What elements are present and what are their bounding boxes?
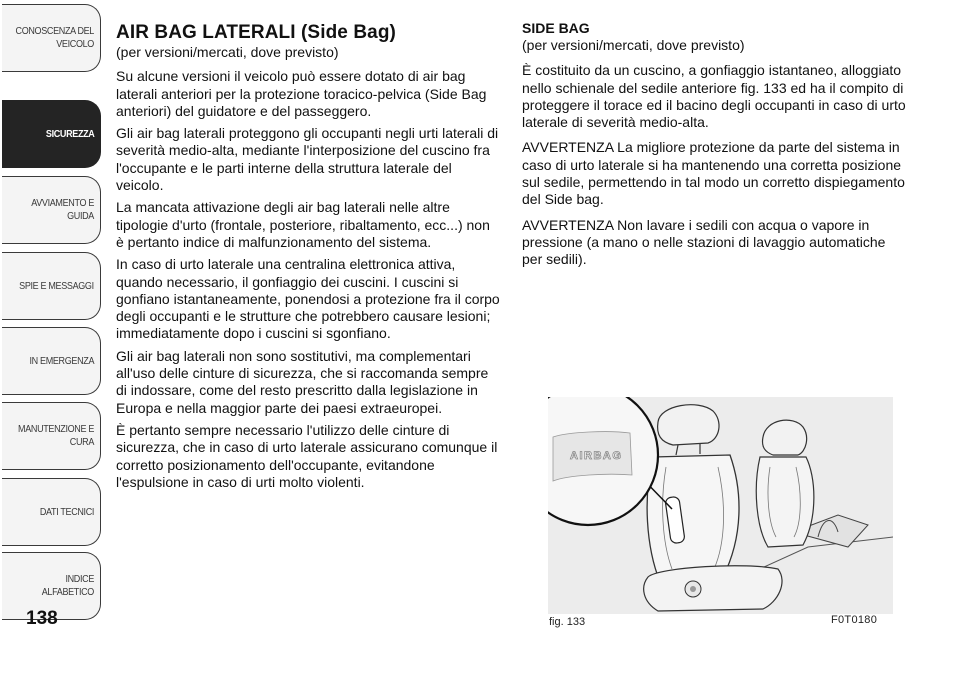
paragraph: È pertanto sempre necessario l'utilizzo delle cinture di sicurezza, che in caso di urto laterale assicurano comunque il corretto posizionamento dell'occupante, evitandone l'espulsione in caso di urti molto violenti. (116, 421, 498, 490)
paragraph: È costituito da un cuscino, a gonfiaggio istantaneo, alloggiato nello schienale del sedile anteriore fig. 133 ed ha il compito di proteggere il torace ed il bacino degli occupanti in caso di urto laterale di severità medio-alta. (522, 62, 906, 131)
right-column (522, 20, 907, 277)
tab-in-emergenza[interactable] (2, 327, 101, 395)
tab-label: AVVIAMENTO E GUIDA (31, 197, 94, 222)
tab-spie-e-messaggi[interactable] (2, 252, 101, 320)
tab-label: SICUREZZA (45, 127, 94, 140)
tab-label: CONOSCENZA DEL VEICOLO (15, 25, 95, 50)
paragraph: Gli air bag laterali non sono sostitutivi, ma complementari all'uso delle cinture di sicurezza, che si raccomanda sempre di indossare, come del resto prescritto dalla legislazione in Europa e nella maggior parte dei paesi extraeuropei. (116, 347, 489, 416)
paragraph: Su alcune versioni il veicolo può essere dotato di air bag laterali anteriori per la protezione toracico-pelvica (Side Bag anteriori) del guidatore e del passeggero. (116, 68, 487, 119)
airbag-badge-text: AIRBAG (570, 450, 623, 462)
tab-avviamento-e-guida[interactable] (2, 176, 101, 244)
warning-paragraph: AVVERTENZA Non lavare i sedili con acqua o vapore in pressione (a mano o nelle stazioni di lavaggio automatiche per sedili). (522, 216, 886, 268)
paragraph: Gli air bag laterali proteggono gli occupanti negli urti laterali di severità medio-alta, mediante l'interposizione del cuscino fra l'occupante e le parti interne della struttura laterale del veicolo. (116, 125, 499, 194)
tab-sicurezza[interactable] (2, 100, 101, 168)
tab-label: IN EMERGENZA (29, 354, 94, 367)
page-number: 138 (26, 608, 58, 629)
figure-code: F0T0180 (831, 614, 878, 626)
seat-illustration (548, 397, 893, 614)
chapter-sidebar (0, 0, 101, 610)
section-title: SIDE BAG (522, 20, 590, 36)
section-subtitle: (per versioni/mercati, dove previsto) (522, 37, 745, 53)
tab-manutenzione-e-cura[interactable] (2, 402, 101, 470)
figure-caption: fig. 133 (549, 616, 586, 628)
tab-label: MANUTENZIONE E CURA (18, 423, 94, 448)
tab-conoscenza-del-veicolo[interactable] (2, 4, 101, 72)
paragraph: La mancata attivazione degli air bag laterali nelle altre tipologie d'urto (frontale, posteriore, ribaltamento, ecc...) non è pertanto indice di malfunzionamento del sistema. (116, 199, 490, 250)
tab-label: INDICE ALFABETICO (41, 573, 94, 598)
section-title: AIR BAG LATERALI (Side Bag) (116, 22, 396, 43)
tab-dati-tecnici[interactable] (2, 478, 101, 546)
section-subtitle: (per versioni/mercati, dove previsto) (116, 44, 339, 60)
left-column (116, 22, 501, 496)
tab-label: DATI TECNICI (39, 505, 94, 518)
tab-label: SPIE E MESSAGGI (19, 279, 94, 292)
warning-paragraph: AVVERTENZA La migliore protezione da parte del sistema in caso di urto laterale si ha mantenendo una corretta posizione sul sedile, permettendo in tal modo un corretto dispiegamento del Side bag. (522, 139, 905, 208)
paragraph: In caso di urto laterale una centralina elettronica attiva, quando necessario, il gonfiaggio dei cuscini. I cuscini si gonfiano istantaneamente, ponendosi a protezione fra il corpo degli occupanti e le strutture che potrebbero causare lesioni; immediatamente dopo i cuscini si sgonfiano. (116, 256, 500, 342)
